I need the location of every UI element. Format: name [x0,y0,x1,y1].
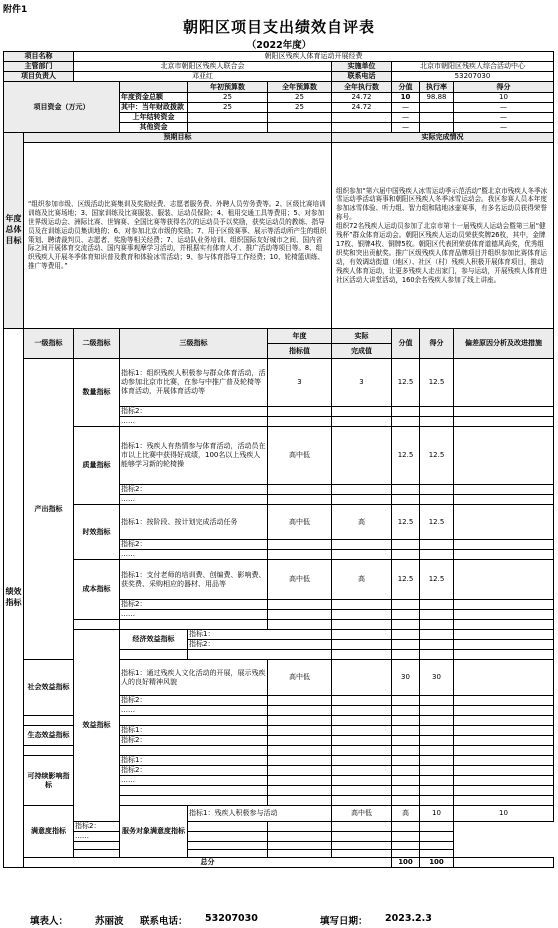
economic-ind2: 指标2： [188,640,332,650]
quantity-actual: 3 [332,359,392,407]
evaluation-table [3,51,554,868]
funds-cell: 10 [392,93,420,103]
funds-cell: — [454,103,554,113]
col-actual-bottom: 完成值 [332,344,392,359]
goals-label: 年度总体目标 [4,133,24,329]
phone-label: 联系电话 [332,72,392,82]
funds-row-label: 年度资金总额 [120,93,188,103]
sustain-ind1: 指标1： [120,756,268,766]
page-subtitle: （2022年度） [246,40,312,51]
economic-label: 经济效益指标 [120,630,188,650]
funds-cell [188,113,268,123]
funds-cell [420,103,454,113]
funds-header: 分值 [392,82,420,93]
col-reason: 偏差原因分析及改进措施 [454,329,554,359]
quality-label: 质量指标 [74,427,120,505]
social-ind2: 指标2： [120,696,268,706]
cost-ind2: 指标2： [120,600,268,610]
effect-label: 效益指标 [74,630,120,822]
quality-ind2: 指标2： [120,485,268,495]
service-ind2: 指标2： [74,822,188,832]
eco-env-label: 生态效益指标 [24,726,74,746]
time-label: 时效指标 [74,505,120,560]
time-score: 12.5 [420,505,454,540]
col-l1: 一级指标 [24,329,74,359]
quality-weight: 12.5 [392,427,420,485]
social-label: 社会效益指标 [24,660,74,716]
col-l2: 二级指标 [74,329,120,359]
total-weight: 100 [392,858,420,868]
quantity-target: 3 [268,359,332,407]
funds-cell: — [454,113,554,123]
col-weight: 分值 [392,329,420,359]
sustain-ind2: 指标2： [120,766,268,776]
filler-label: 填表人： [30,916,69,927]
quantity-ind3: …… [120,417,268,427]
funds-cell: 98.88 [420,93,454,103]
funds-cell: 25 [268,103,332,113]
service-ind3: …… [74,832,188,842]
cost-ind3: …… [120,610,268,620]
expected-goal-text: “组织参加市级、区级活动比赛集训及奖励经费、志愿者服务费、外聘人员劳务费等。2、区级比赛培训训练及比赛场地；3、国家训练及比赛服装、服装、运动员保险；4、租用交通工具等费用；5、对参加世界级运动会、洲际比赛、世锦赛、全国比赛等获得名次的运动员予以奖励，获奖运动员的教练、指导员及在训练运动员集训地的；6、对参加北京市级的奖励；7、用于区级赛事、展示等活动所产生的组织策划、聘请裁判员、志愿者、奖励等相关经费；7、运动队业务培训、组织国际友好城市之间、国内省际之间开展体育交流活动、国内赛事观摩学习活动，并根据实有体育人才、推广活动等项目等。8、组织残疾人开展冬季体育知识普及教育和体验冰雪活动；9、参与体育指导工作经费；10、轮椅篮训练、推广等费用。” [24,143,332,329]
quantity-score: 12.5 [420,359,454,407]
eco-env-ind1: 指标1： [120,726,268,736]
service-weight: 10 [420,806,454,822]
funds-row-label: 其中：当年财政拨款 [120,103,188,113]
funds-label: 项目资金（万元） [4,82,120,133]
quantity-ind2: 指标2： [120,407,268,417]
quality-score: 12.5 [420,427,454,485]
funds-cell [268,123,332,133]
social-ind1: 指标1：通过残疾人文化活动的开展，展示残疾人的良好精神风貌 [120,660,268,696]
cost-actual: 高 [332,560,392,600]
satisfaction-label: 满意度指标 [24,806,74,858]
project-name-value: 朝阳区残疾人体育运动开展经费 [74,52,554,62]
funds-header: 执行率 [420,82,454,93]
social-score: 30 [420,660,454,696]
sustain-ind3: …… [120,776,268,786]
funds-cell: — [392,123,420,133]
phone-value: 53207030 [392,72,554,82]
quantity-ind1: 指标1：组织残疾人积极参与群众体育活动，活动参加北京市比赛，在参与中推广普及轮椅等体育活动，开展体育活动等 [120,359,268,407]
output-label: 产出指标 [24,359,74,660]
funds-cell [420,123,454,133]
funds-header: 年初预算数 [188,82,268,93]
leader-value: 邓亚红 [74,72,332,82]
funds-cell: 25 [188,103,268,113]
social-ind3: …… [120,706,268,716]
quality-actual [332,427,392,485]
service-target: 高中低 [332,806,392,822]
time-ind2: 指标2： [120,540,268,550]
actual-goal-header: 实际完成情况 [332,133,554,143]
funds-cell [268,113,332,123]
cost-label: 成本指标 [74,560,120,620]
funds-cell: 24.72 [332,103,392,113]
funds-cell: 25 [268,93,332,103]
annex-label: 附件1 [3,5,28,15]
service-label: 服务对象满意度指标 [120,806,188,858]
cost-score: 12.5 [420,560,454,600]
eco-env-ind2: 指标2： [120,736,268,746]
cost-ind1: 指标1：支付老师的培训费、创编费、影响费、获奖费、采购相应的器材、用品等 [120,560,268,600]
social-target: 高中低 [268,660,332,696]
col-target-bottom: 指标值 [268,344,332,359]
footer-phone: 53207030 [205,913,258,924]
dept-label: 主管部门 [4,62,74,72]
date-label: 填写日期： [320,916,368,927]
col-actual-top: 实际 [332,329,392,344]
service-score: 10 [454,806,554,822]
impl-label: 实施单位 [332,62,392,72]
funds-cell: 24.72 [332,93,392,103]
col-score: 得分 [420,329,454,359]
page-title: 朝阳区项目支出绩效自评表 [182,18,375,36]
cost-weight: 12.5 [392,560,420,600]
actual-goal-text: 组织参加“第六届中国残疾人冰雪运动季示范活动”暨北京市残疾人冬季冰雪运动季活动赛事和朝阳区残疾人冬季冰雪运动会。我区参赛人员本年度参加冰雪体验、听力组、智力组和陆地冰壶赛事，有多名运动员获得荣誉称号。 组织72名残疾人运动员参加了北京市第十一届残疾人运动会暨第三届“健残杯”群众体育运动会。朝阳区残疾人运动员荣获奖牌26枚，其中，金牌17枚、银牌4枚、铜牌5枚。朝阳区代表团荣获体育道德风尚奖，优秀组织奖和突出贡献奖。推广区级残疾人体育品牌项目并组织参加比赛体育运动，有效调动街道（地区）、社区（村）残疾人积极开展体育项目，推动残疾人体育运动，让更多残疾人走出家门，参与运动，开展残疾人体育进社区活动大讲堂活动，160余名残疾人参加了线上讲座。 [332,143,554,329]
col-l3: 三级指标 [120,329,268,359]
funds-cell: — [454,123,554,133]
total-score: 100 [420,858,454,868]
funds-cell: 10 [454,93,554,103]
dept-value: 北京市朝阳区残疾人联合会 [74,62,332,72]
funds-row-label: 上年结转资金 [120,113,188,123]
indicators-label: 绩效指标 [4,329,24,868]
quality-ind3: …… [120,495,268,505]
time-ind3: …… [120,550,268,560]
impl-value: 北京市朝阳区残疾人综合活动中心 [392,62,554,72]
time-ind1: 指标1：按阶段、按计划完成活动任务 [120,505,268,540]
funds-cell [420,113,454,123]
footer-phone-label: 联系电话： [140,916,188,927]
col-target-top: 年度 [268,329,332,344]
cost-target: 高中低 [268,560,332,600]
funds-cell [188,123,268,133]
funds-row-label: 其他资金 [120,123,188,133]
quality-target: 高中低 [268,427,332,485]
social-actual [332,660,392,696]
total-label: 总分 [24,858,392,868]
funds-cell [332,123,392,133]
leader-label: 项目负责人 [4,72,74,82]
footer [0,913,558,927]
date-value: 2023.2.3 [385,913,432,924]
funds-cell: — [392,103,420,113]
time-weight: 12.5 [392,505,420,540]
funds-cell: 25 [188,93,268,103]
social-weight: 30 [392,660,420,696]
expected-goal-header: 预期目标 [24,133,332,143]
sustain-label: 可持续影响指标 [24,756,74,806]
funds-header: 全年预算数 [268,82,332,93]
funds-cell: — [392,113,420,123]
quantity-label: 数量指标 [74,359,120,427]
quality-ind1: 指标1：残疾人有热情参与体育活动，活动员在市以上比赛中获得好成绩，100名以上残疾人能够学习新的轮椅操 [120,427,268,485]
time-target: 高中低 [268,505,332,540]
project-name-label: 项目名称 [4,52,74,62]
service-ind1: 指标1：残疾人积极参与活动 [188,806,332,822]
quantity-weight: 12.5 [392,359,420,407]
filler-name: 苏丽波 [95,916,124,927]
service-actual: 高 [392,806,420,822]
economic-ind1: 指标1： [188,630,332,640]
funds-header: 得分 [454,82,554,93]
funds-cell [332,113,392,123]
time-actual: 高 [332,505,392,540]
funds-header: 全年执行数 [332,82,392,93]
